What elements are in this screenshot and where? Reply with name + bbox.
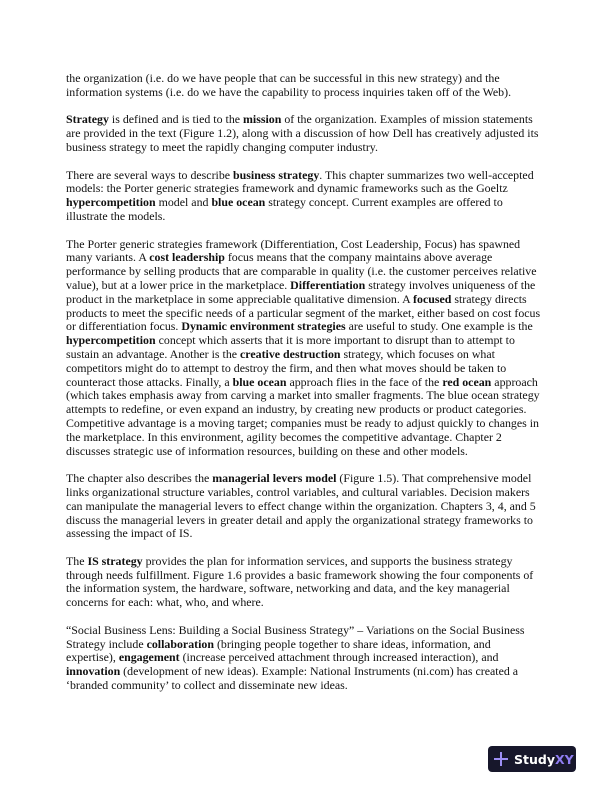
text-segment: sustain an advantage. Another is the	[66, 346, 241, 361]
text-line	[66, 445, 556, 459]
text-line	[66, 265, 556, 279]
text-line	[66, 417, 556, 431]
text-line	[66, 196, 556, 210]
bold-term: managerial levers model	[212, 471, 337, 486]
plus-icon	[494, 752, 508, 766]
bold-term: focused	[413, 291, 452, 306]
text-segment: focus means that the company maintains above average	[224, 250, 493, 265]
text-line	[66, 307, 556, 321]
brand-accent-text: XY	[554, 751, 574, 767]
text-line	[66, 86, 556, 100]
bold-term: blue ocean	[232, 374, 287, 389]
text-line	[66, 527, 556, 541]
text-segment: The Porter generic strategies framework (Differentiation, Cost Leadership, Focus) has spawned	[66, 236, 521, 251]
text-line	[66, 279, 556, 293]
bold-term: hypercompetition	[66, 333, 156, 348]
text-line	[66, 293, 556, 307]
text-segment: (increase perceived attachment through increased interaction), and	[179, 650, 499, 665]
text-segment: discusses strategic use of information resources, building on these and other models.	[66, 443, 468, 458]
paragraph	[66, 169, 556, 224]
text-line	[66, 514, 556, 528]
text-segment: competitors might do to attempt to destroy the firm, and then what moves should be taken to	[66, 360, 507, 375]
bold-term: Differentiation	[290, 277, 366, 292]
bold-term: collaboration	[146, 636, 214, 651]
text-segment: of the organization. Examples of mission statements	[281, 112, 533, 127]
text-segment: product in the marketplace in some appreciable qualitative dimension. A	[66, 291, 414, 306]
text-line	[66, 582, 556, 596]
paragraph	[66, 624, 556, 693]
bold-term: innovation	[66, 664, 121, 679]
text-segment: strategy, which focuses on what	[340, 346, 495, 361]
text-segment: strategy concept. Current examples are offered to	[265, 195, 503, 210]
text-segment: assessing the impact of IS.	[66, 526, 193, 541]
text-segment: strategy involves uniqueness of the	[365, 277, 536, 292]
text-segment: counteract those attacks. Finally, a	[66, 374, 233, 389]
text-segment: ‘branded community’ to collect and disseminate new ideas.	[66, 678, 348, 693]
text-segment: products to meet the specific needs of a particular segment of the market, either based on cost focus	[66, 305, 541, 320]
text-segment: are provided in the text (Figure 1.2), along with a discussion of how Dell has creatively adjusted its	[66, 126, 539, 141]
text-segment: approach flies in the face of the	[286, 374, 443, 389]
text-line	[66, 169, 556, 183]
text-segment: model and	[155, 195, 212, 210]
text-segment: is defined and is tied to the	[108, 112, 244, 127]
text-segment: (bringing people together to share ideas, information, and	[213, 636, 491, 651]
text-segment: “Social Business Lens: Building a Social Business Strategy” – Variations on the Social Business	[66, 622, 525, 637]
text-segment: (Figure 1.5). That comprehensive model	[336, 471, 532, 486]
text-line	[66, 403, 556, 417]
bold-term: hypercompetition	[66, 195, 156, 210]
text-line	[66, 113, 556, 127]
bold-term: Dynamic environment strategies	[181, 319, 346, 334]
text-line	[66, 389, 556, 403]
text-segment: provides the plan for information services, and supports the business strategy	[142, 553, 513, 568]
text-line	[66, 624, 556, 638]
studyxy-logo-badge[interactable]	[488, 746, 576, 772]
text-line	[66, 251, 556, 265]
bold-term: creative destruction	[240, 346, 341, 361]
text-segment: concerns for each: what, who, and where.	[66, 595, 264, 610]
text-segment: through needs fulfillment. Figure 1.6 provides a basic framework showing the four components of	[66, 567, 534, 582]
bold-term: Strategy	[66, 112, 109, 127]
text-segment: models: the Porter generic strategies framework and dynamic frameworks such as the Goeltz	[66, 181, 508, 196]
text-line	[66, 651, 556, 665]
text-line	[66, 141, 556, 155]
text-segment: links organizational structure variables, control variables, and cultural variables. Decision makers	[66, 484, 530, 499]
text-line	[66, 569, 556, 583]
text-segment: The chapter also describes the	[66, 471, 213, 486]
bold-term: blue ocean	[211, 195, 266, 210]
bold-term: engagement	[118, 650, 180, 665]
text-line	[66, 555, 556, 569]
document-body	[66, 72, 556, 707]
text-segment: business strategy to meet the rapidly changing computer industry.	[66, 139, 378, 154]
paragraph	[66, 238, 556, 459]
text-segment: are useful to study. One example is the	[345, 319, 533, 334]
text-segment: discuss the managerial levers in greater detail and apply the organizational strategy frameworks to	[66, 512, 533, 527]
text-line	[66, 486, 556, 500]
paragraph	[66, 72, 556, 100]
text-line	[66, 72, 556, 86]
text-segment: value), but at a lower price in the marketplace.	[66, 277, 291, 292]
text-segment: The	[66, 553, 88, 568]
paragraph	[66, 472, 556, 541]
text-line	[66, 320, 556, 334]
text-line	[66, 472, 556, 486]
text-segment: attempts to redefine, or even expand an industry, by creating new products or product categories.	[66, 402, 527, 417]
text-segment: Competitive advantage is a moving target; companies must be ready to adjust quickly to changes in	[66, 415, 539, 430]
text-line	[66, 500, 556, 514]
text-line	[66, 665, 556, 679]
text-segment: Strategy include	[66, 636, 147, 651]
text-segment: There are several ways to describe	[66, 167, 234, 182]
text-line	[66, 362, 556, 376]
paragraph	[66, 113, 556, 154]
text-line	[66, 348, 556, 362]
paragraph	[66, 555, 556, 610]
bold-term: cost leadership	[149, 250, 225, 265]
text-line	[66, 596, 556, 610]
text-line	[66, 210, 556, 224]
text-segment: concept which asserts that it is more important to disrupt than to attempt to	[155, 333, 515, 348]
bold-term: IS strategy	[87, 553, 143, 568]
text-line	[66, 638, 556, 652]
text-segment: many variants. A	[66, 250, 150, 265]
bold-term: mission	[243, 112, 282, 127]
text-segment: illustrate the models.	[66, 208, 166, 223]
brand-main-text: Study	[514, 751, 555, 767]
text-line	[66, 679, 556, 693]
text-segment: the organization (i.e. do we have people that can be successful in this new strategy) and the	[66, 71, 500, 85]
bold-term: business strategy	[233, 167, 320, 182]
text-segment: or differentiation focus.	[66, 319, 182, 334]
text-segment: expertise),	[66, 650, 119, 665]
text-line	[66, 431, 556, 445]
text-segment: approach	[491, 374, 538, 389]
bold-term: red ocean	[442, 374, 492, 389]
text-segment: . This chapter summarizes two well-accepted	[319, 167, 534, 182]
text-segment: strategy directs	[451, 291, 527, 306]
text-line	[66, 127, 556, 141]
text-line	[66, 334, 556, 348]
text-segment: information systems (i.e. do we have the capability to process inquiries taken off of the Web).	[66, 84, 512, 99]
text-line	[66, 376, 556, 390]
text-segment: performance by selling products that are comparable in quality (i.e. the customer perceives relative	[66, 264, 537, 279]
text-line	[66, 182, 556, 196]
text-segment: the information system, the hardware, software, networking and data, and the key managerial	[66, 581, 510, 596]
text-segment: (development of new ideas). Example: National Instruments (ni.com) has created a	[120, 664, 519, 679]
text-segment: can manipulate the managerial levers to effect change within the organization. Chapters 3, 4, and 5	[66, 498, 536, 513]
text-segment: (which takes emphasis away from carving a market into smaller fragments. The blue ocean strategy	[66, 388, 540, 403]
text-line	[66, 238, 556, 252]
text-segment: the marketplace. In this environment, agility becomes the competitive advantage. Chapter 2	[66, 429, 502, 444]
